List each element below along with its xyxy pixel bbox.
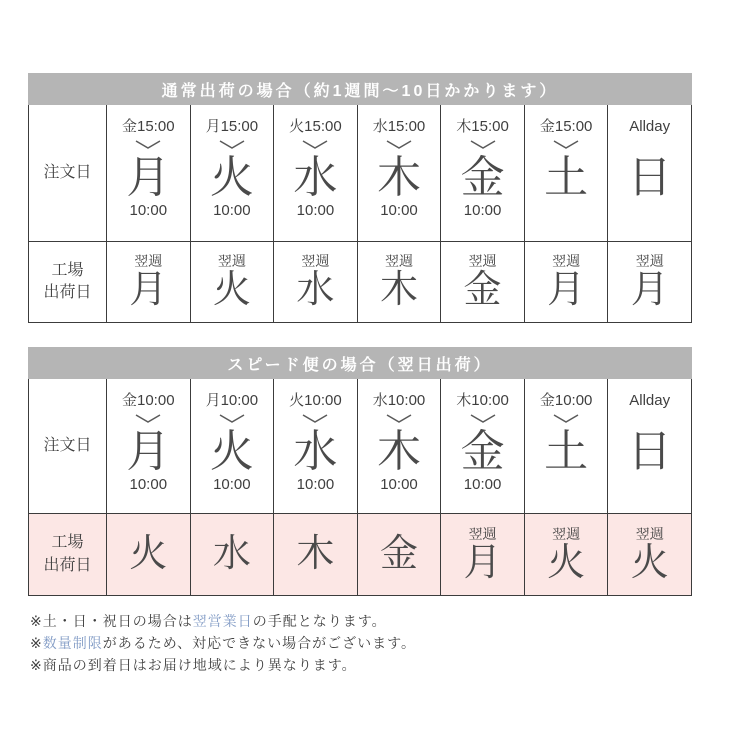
chevron-down-icon — [219, 414, 245, 423]
cutoff-time: 月10:00 — [205, 392, 259, 409]
ship-cell — [106, 513, 190, 595]
order-time: 10:00 — [129, 202, 168, 219]
chevron-down-icon — [470, 140, 496, 149]
note-highlight: 数量制限 — [42, 635, 103, 651]
footer-notes — [30, 610, 416, 676]
ship-day: 木 — [379, 269, 418, 312]
ship-cell — [440, 241, 524, 322]
order-cell-mon — [106, 105, 190, 241]
normal-table-title: 通常出荷の場合（約1週間〜10日かかります） — [161, 82, 559, 100]
ship-day: 月 — [547, 269, 586, 312]
cutoff-time: 金15:00 — [539, 118, 593, 135]
order-cell-tue — [190, 379, 274, 513]
order-day: 木 — [376, 427, 421, 476]
note-highlight: 翌営業日 — [192, 613, 253, 629]
allday-label: Allday — [629, 392, 671, 409]
ship-cell — [607, 241, 691, 322]
order-time: 10:00 — [213, 476, 251, 493]
speed-table-grid — [28, 379, 692, 596]
order-day: 月 — [126, 427, 171, 476]
next-week-label: 翌週 — [468, 253, 497, 270]
cutoff-time: 木10:00 — [456, 392, 509, 409]
ship-cell — [607, 513, 691, 595]
ship-day: 水 — [212, 532, 251, 575]
factory-ship-label: 工場 出荷日 — [43, 534, 92, 574]
note-text: ※土・日・祝日の場合は — [30, 613, 193, 629]
order-time: 10:00 — [296, 202, 335, 219]
order-cell-thu — [357, 379, 441, 513]
order-time: 10:00 — [213, 202, 251, 219]
next-week-label: 翌週 — [635, 525, 664, 542]
next-week-label: 翌週 — [468, 525, 497, 542]
ship-day: 金 — [379, 532, 418, 575]
order-cell-mon — [106, 379, 190, 513]
order-day: 日 — [627, 153, 672, 202]
chevron-down-icon — [553, 414, 579, 423]
chevron-down-icon — [470, 414, 496, 423]
ship-day: 月 — [129, 269, 168, 312]
order-day: 金 — [460, 427, 505, 476]
chevron-down-icon — [302, 414, 328, 423]
next-week-label: 翌週 — [635, 253, 664, 270]
order-cell-tue — [190, 105, 274, 241]
cutoff-time: 火10:00 — [289, 392, 342, 409]
note-text: ※商品の到着日はお届け地域により異なります。 — [30, 657, 357, 673]
cutoff-time: 月15:00 — [205, 118, 259, 135]
ship-day: 火 — [630, 541, 669, 584]
speed-table-title: スピード便の場合（翌日出荷） — [227, 356, 493, 374]
factory-ship-label-cell — [29, 241, 106, 322]
order-day: 金 — [460, 153, 505, 202]
ship-day: 水 — [296, 269, 335, 312]
chevron-down-icon — [386, 140, 412, 149]
ship-day: 火 — [212, 269, 251, 312]
normal-table-grid — [28, 105, 692, 323]
cutoff-time: 火15:00 — [289, 118, 342, 135]
next-week-label: 翌週 — [217, 253, 246, 270]
order-time: 10:00 — [463, 476, 502, 493]
note-text: の手配となります。 — [252, 613, 387, 629]
order-cell-fri — [440, 379, 524, 513]
order-day: 水 — [293, 153, 338, 202]
ship-cell — [273, 241, 357, 322]
order-cell-fri — [440, 105, 524, 241]
order-cell-wed — [273, 379, 357, 513]
chevron-down-icon — [219, 140, 245, 149]
ship-cell — [190, 241, 274, 322]
order-day: 土 — [544, 153, 589, 202]
order-time: 10:00 — [129, 476, 168, 493]
ship-day: 木 — [296, 532, 335, 575]
ship-cell — [273, 513, 357, 595]
order-cell-thu — [357, 105, 441, 241]
chevron-down-icon — [386, 414, 412, 423]
order-day: 火 — [209, 427, 254, 476]
allday-label: Allday — [629, 118, 671, 135]
ship-cell — [190, 513, 274, 595]
ship-cell — [524, 241, 608, 322]
ship-day: 金 — [463, 269, 502, 312]
order-time: 10:00 — [380, 202, 418, 219]
order-day: 水 — [293, 427, 338, 476]
order-day: 火 — [209, 153, 254, 202]
order-date-label-cell — [29, 379, 106, 513]
cutoff-time: 水10:00 — [372, 392, 426, 409]
note-line-2 — [30, 632, 416, 654]
note-line-1 — [30, 610, 416, 632]
chevron-down-icon — [135, 140, 161, 149]
chevron-down-icon — [553, 140, 579, 149]
ship-cell — [357, 513, 441, 595]
ship-day: 火 — [129, 532, 168, 575]
order-cell-sun — [607, 379, 691, 513]
order-time: 10:00 — [380, 476, 418, 493]
order-cell-wed — [273, 105, 357, 241]
order-day: 日 — [627, 427, 672, 476]
order-cell-sun — [607, 105, 691, 241]
order-cell-sat — [524, 379, 608, 513]
order-date-label: 注文日 — [43, 436, 92, 454]
factory-ship-label: 工場 出荷日 — [43, 261, 92, 301]
next-week-label: 翌週 — [552, 525, 581, 542]
normal-table-header — [28, 73, 692, 105]
ship-cell — [357, 241, 441, 322]
order-day: 月 — [126, 153, 171, 202]
speed-table-header — [28, 347, 692, 379]
normal-shipping-table — [28, 73, 692, 323]
cutoff-time: 金15:00 — [122, 118, 175, 135]
cutoff-time: 金10:00 — [122, 392, 175, 409]
order-date-label: 注文日 — [43, 163, 92, 181]
next-week-label: 翌週 — [384, 253, 413, 270]
cutoff-time: 木15:00 — [456, 118, 509, 135]
ship-cell — [440, 513, 524, 595]
ship-cell — [106, 241, 190, 322]
cutoff-time: 水15:00 — [372, 118, 426, 135]
note-text: ※ — [30, 635, 43, 651]
order-time: 10:00 — [296, 476, 335, 493]
order-day: 土 — [544, 427, 589, 476]
note-line-3 — [30, 654, 416, 676]
ship-day: 月 — [463, 541, 502, 584]
ship-day: 火 — [547, 541, 586, 584]
order-day: 木 — [376, 153, 421, 202]
note-text: があるため、対応できない場合がございます。 — [102, 635, 417, 651]
order-cell-sat — [524, 105, 608, 241]
factory-ship-label-cell — [29, 513, 106, 595]
next-week-label: 翌週 — [552, 253, 581, 270]
ship-day: 月 — [630, 269, 669, 312]
ship-cell — [524, 513, 608, 595]
next-week-label: 翌週 — [301, 253, 330, 270]
chevron-down-icon — [302, 140, 328, 149]
next-week-label: 翌週 — [134, 253, 163, 270]
cutoff-time: 金10:00 — [539, 392, 593, 409]
speed-shipping-table — [28, 347, 692, 596]
order-date-label-cell — [29, 105, 106, 241]
chevron-down-icon — [135, 414, 161, 423]
order-time: 10:00 — [463, 202, 502, 219]
